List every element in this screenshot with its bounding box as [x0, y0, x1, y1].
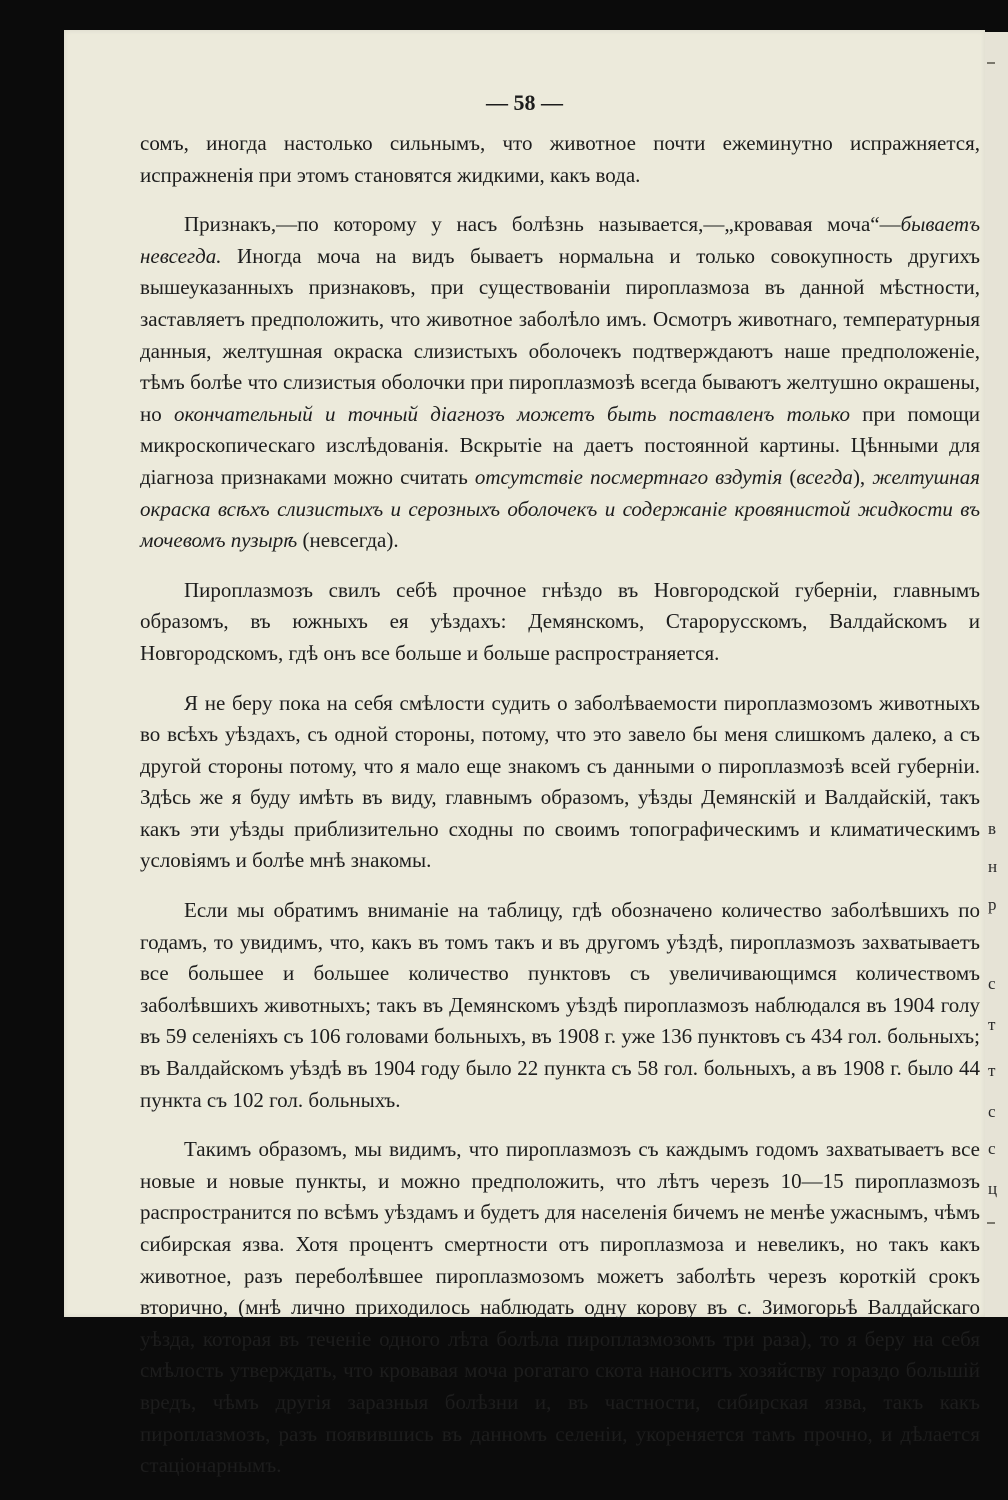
adjacent-page-rule: [987, 1222, 995, 1224]
paragraph: [140, 209, 980, 557]
text-run: Если мы обратимъ вниманіе на таблицу, гдѣ обозначено количество заболѣвшихъ по годамъ, то увидимъ, что, какъ въ томъ такъ и въ другомъ уѣздѣ, пироплазмозъ захватываетъ все большее и большее количество пунктовъ съ увеличивающимся количествомъ заболѣвшихъ животныхъ; такъ въ Демянскомъ уѣздѣ пироплазмозъ наблюдался въ 1904 голу въ 59 селеніяхъ съ 106 головами больныхъ, въ 1908 г. уже 136 пунктовъ съ 434 гол. больныхъ; въ Валдайскомъ уѣздѣ въ 1904 году было 22 пункта съ 58 гол. больныхъ, а въ 1908 г. было 44 пункта съ 102 гол. больныхъ.: [140, 898, 980, 1112]
paragraph: [140, 688, 980, 878]
adjacent-page-rule: [987, 62, 995, 64]
italic-run: всегда: [796, 464, 853, 489]
text-run: Я не беру пока на себя смѣлости судить о заболѣваемости пироплазмозомъ животныхъ во всѣхъ уѣздахъ, съ одной стороны, потому, что это завело бы меня слишкомъ далеко, а съ другой стороны потому, что я мало еще знакомъ съ данными о пироплазмозѣ всей губерніи. Здѣсь же я буду имѣть въ виду, главнымъ образомъ, уѣзды Демянскій и Валдайскій, такъ какъ эти уѣзды приблизительно сходны по своимъ топографическимъ и климатическимъ условіямъ и болѣе мнѣ знакомы.: [140, 690, 980, 873]
italic-run: бываетъ невсегда.: [140, 212, 980, 268]
italic-run: желтушная окраска всѣхъ слизистыхъ и серозныхъ оболочекъ и содержаніе кровянистой жидкости въ мочевомъ пузырѣ: [140, 464, 980, 553]
paragraph: [140, 575, 980, 670]
adjacent-page-glyph: р: [988, 895, 997, 914]
paragraph: [140, 895, 980, 1116]
page-number: — 58 —: [486, 90, 563, 115]
adjacent-page-glyph: ц: [988, 1179, 998, 1198]
adjacent-page-glyph: с: [988, 1139, 996, 1158]
text-run: (: [782, 464, 797, 489]
text-run: Признакъ,—по которому у насъ болѣзнь называется,—„кровавая моча“—: [184, 212, 901, 237]
adjacent-page-glyph: в: [988, 819, 997, 838]
text-run: при помощи микроскопическаго изслѣдованія. Вскрытіе на даетъ постоянной картины. Цѣнными для діагноза признаками можно считать: [140, 401, 980, 489]
text-run: ),: [852, 464, 873, 489]
adjacent-page-edge: [985, 32, 1008, 1317]
text-run: (невсегда).: [297, 528, 399, 553]
adjacent-page-glyph: н: [988, 857, 998, 876]
italic-run: отсутствіе посмертнаго вздутія: [474, 464, 783, 489]
body-text: [140, 128, 980, 1500]
adjacent-page-glyph: т: [988, 1015, 996, 1034]
text-run: сомъ, иногда настолько сильнымъ, что животное почти ежеминутно испражняется, испражненія при этомъ становятся жидкими, какъ вода.: [140, 131, 980, 187]
text-run: Иногда моча на видъ бываетъ нормальна и только совокупность другихъ вышеуказанныхъ признаковъ, при существованіи пироплазмоза въ данной мѣстности, заставляетъ предположить, что животное заболѣло имъ. Осмотръ животнаго, температурныя данныя, желтушная окраска слизистыхъ оболочекъ подтверждаютъ наше предположеніе, тѣмъ болѣе что слизистыя оболочки при пироплазмозѣ всегда бываютъ желтушно окрашены, но: [140, 243, 980, 426]
adjacent-page-glyph: с: [988, 974, 996, 993]
paragraph: [140, 1134, 980, 1482]
italic-run: окончательный и точный діагнозъ можетъ быть поставленъ только: [173, 401, 851, 426]
text-run: Пироплазмозъ свилъ себѣ прочное гнѣздо въ Новгородской губерніи, главнымъ образомъ, въ южныхъ ея уѣздахъ: Демянскомъ, Старорусскомъ, Валдайскомъ и Новгородскомъ, гдѣ онъ все больше и больше распространяется.: [140, 577, 980, 665]
adjacent-page-glyph: с: [988, 1102, 996, 1121]
adjacent-page-glyph: т: [988, 1061, 996, 1080]
document-page: [64, 30, 985, 1478]
paragraph: [140, 128, 980, 191]
text-run: Такимъ образомъ, мы видимъ, что пироплазмозъ съ каждымъ годомъ захватываетъ все новые и новые пункты, и можно предположить, что лѣтъ черезъ 10—15 пироплазмозъ распространится по всѣмъ уѣздамъ и будетъ для населенія бичемъ не менѣе ужаснымъ, чѣмъ сибирская язва. Хотя процентъ смертности отъ пироплазмоза и невеликъ, но такъ какъ животное, разъ переболѣвшее пироплазмозомъ можетъ заболѣть черезъ короткій срокъ вторично, (мнѣ лично приходилось наблюдать одну корову въ с. Зимогорьѣ Валдайскаго уѣзда, которая въ теченіе одного лѣта болѣла пироплазмозомъ три раза), то я беру на себя смѣлость утверждать, что кровавая моча рогатаго скота наноситъ хозяйству гораздо большій вредъ, чѣмъ другія заразныя болѣзни и, въ частности, сибирская язва, такъ какъ пироплазмозъ, разъ появившись въ данномъ селеніи, укореняется тамъ прочно, и дѣлается стаціонарнымъ.: [140, 1137, 980, 1478]
